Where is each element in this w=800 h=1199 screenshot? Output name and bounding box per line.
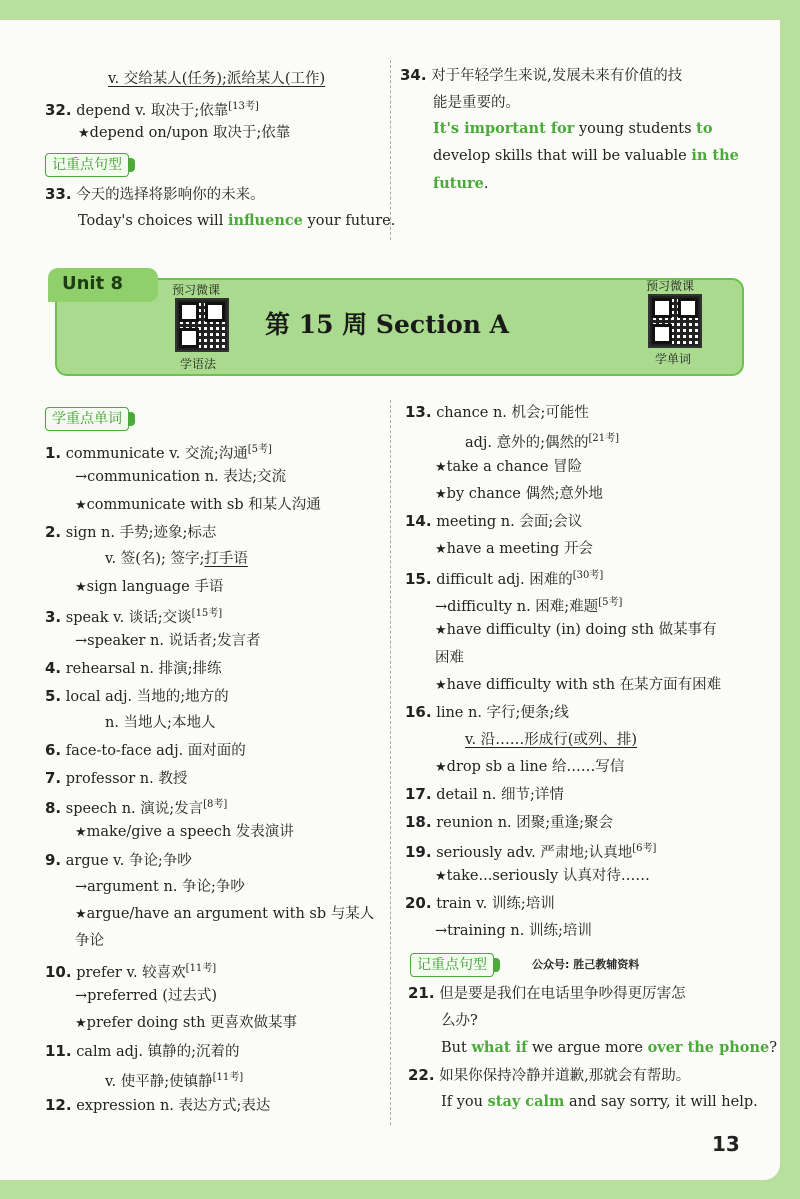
- sub-entry: [75, 632, 260, 650]
- exam-count: [30考]: [572, 569, 604, 581]
- watermark-text: 公众号: 胜己教辅资料: [532, 958, 640, 971]
- highlight-phrase: It's important for: [433, 120, 575, 137]
- en-text: and say sorry, it will help.: [564, 1094, 758, 1110]
- phrase-entry: [75, 496, 321, 515]
- entry-number: 16.: [405, 703, 432, 722]
- entry-zh: 但是要是我们在电话里争吵得更厉害怎: [439, 986, 686, 1002]
- highlight-phrase: over the phone: [647, 1039, 770, 1056]
- entry-zh: 如果你保持冷静并道歉,那就会有帮助。: [439, 1068, 691, 1084]
- entry-34-en1: [433, 120, 713, 138]
- section-tag-words: 学重点单词: [45, 407, 129, 431]
- phrase-entry: [75, 578, 223, 597]
- sub-entry: [75, 468, 286, 486]
- star-icon: ★: [75, 907, 87, 923]
- phrase-entry: [435, 458, 582, 477]
- entry-34-zh2: 能是重要的。: [433, 95, 520, 111]
- page-number: 13: [712, 1132, 740, 1156]
- phrase-text: have difficulty with sth 在某方面有困难: [446, 677, 722, 693]
- entry-21: [408, 984, 686, 1003]
- entry-text: speech n. 演说;发言: [65, 800, 204, 817]
- entry-zh: 今天的选择将影响你的未来。: [76, 187, 265, 203]
- highlight-word: influence: [227, 212, 303, 229]
- entry-number: 20.: [405, 894, 432, 913]
- sub-text: adj. 意外的;偶然的: [465, 435, 589, 452]
- star-icon: ★: [435, 623, 447, 639]
- entry-number: 22.: [408, 1066, 435, 1084]
- qr-right-caption-bottom: 学单词: [655, 352, 692, 366]
- word-entry: [405, 813, 613, 832]
- entry-number: 8.: [45, 798, 62, 817]
- entry-text: train v. 训练;培训: [436, 896, 555, 913]
- star-icon: ★: [435, 678, 447, 693]
- star-icon: ★: [75, 1016, 87, 1032]
- exam-count: [11考]: [212, 1071, 244, 1083]
- word-entry: [45, 687, 229, 706]
- en-text: your future.: [302, 213, 396, 229]
- entry-number: 19.: [405, 842, 432, 861]
- entry-number: 10.: [45, 962, 72, 981]
- phrase-text: prefer doing sth 更喜欢做某事: [86, 1015, 298, 1032]
- entry-number: 15.: [405, 569, 432, 588]
- word-entry: [45, 1096, 270, 1115]
- sub-entry: [435, 922, 592, 940]
- word-entry: [45, 769, 187, 788]
- entry-text: depend v. 取决于;依靠: [76, 102, 229, 119]
- entry-text: line n. 字行;便条;线: [436, 705, 569, 722]
- phrase-text: sign language 手语: [86, 578, 224, 595]
- sub-text: →speaker n. 说话者;发言者: [75, 633, 261, 650]
- entry-22: [408, 1066, 690, 1085]
- sub-text: 争论: [75, 933, 104, 950]
- sub-entry: [75, 878, 245, 896]
- entry-21-zh2: 么办?: [441, 1013, 478, 1029]
- word-entry: [45, 851, 192, 870]
- week-title: 第 15 周 Section A: [265, 310, 510, 339]
- phrase-entry: [75, 1014, 297, 1033]
- entry-text: reunion n. 团聚;重逢;聚会: [436, 814, 614, 831]
- sub-entry: [75, 987, 217, 1005]
- entry-22-en: [441, 1093, 758, 1111]
- en-text: develop skills that will be valuable: [433, 148, 692, 164]
- word-entry: [405, 703, 569, 722]
- entry-number: 11.: [45, 1041, 72, 1060]
- word-entry: [45, 659, 222, 678]
- entry-number: 2.: [45, 522, 62, 541]
- word-entry: [45, 1042, 239, 1061]
- phrase-text: take...seriously 认真对待……: [446, 868, 650, 885]
- highlight-phrase: in the: [691, 147, 739, 164]
- phrase-text: by chance 偶然;意外地: [446, 485, 603, 502]
- star-icon: ★: [435, 459, 447, 475]
- sub-text: v. 签(名); 签字;: [105, 551, 205, 568]
- star-icon: ★: [75, 497, 87, 513]
- word-entry: [45, 960, 216, 982]
- entry-21-en: [441, 1039, 777, 1057]
- entry-number: 6.: [45, 741, 62, 760]
- sub-text: →difficulty n. 困难;难题: [435, 598, 599, 615]
- highlight-phrase: stay calm: [487, 1093, 565, 1110]
- sub-entry: [105, 1069, 243, 1091]
- word-entry: [45, 741, 246, 760]
- phrase-entry: [435, 621, 717, 640]
- qr-left-caption-bottom: 学语法: [180, 357, 217, 371]
- phrase-entry: [435, 540, 593, 559]
- sub-text: →argument n. 争论;争吵: [75, 878, 245, 895]
- phrase-text: depend on/upon 取决于;依靠: [89, 125, 291, 141]
- sub-text: v. 使平静;使镇静: [105, 1073, 213, 1090]
- sub-text: n. 当地人;本地人: [105, 715, 216, 731]
- sub-entry: [105, 550, 248, 568]
- word-entry: [45, 523, 216, 542]
- entry-number: 21.: [408, 984, 435, 1002]
- phrase-text: make/give a speech 发表演讲: [86, 824, 294, 841]
- en-text: we argue more: [527, 1040, 648, 1056]
- underlined-sense: 打手语: [204, 551, 248, 568]
- star-icon: ★: [75, 579, 87, 595]
- entry-34-en2: [433, 147, 739, 165]
- exam-count: [21考]: [588, 433, 620, 445]
- entry-text: argue v. 争论;争吵: [65, 852, 192, 869]
- sub-entry: [105, 714, 215, 732]
- phrase-entry: [435, 758, 624, 777]
- entry-text: sign n. 手势;迹象;标志: [65, 524, 217, 541]
- column-divider: [390, 400, 391, 1125]
- qr-code-words-icon[interactable]: [648, 294, 702, 348]
- phrase-entry: [435, 676, 721, 695]
- unit-label: Unit 8: [48, 268, 158, 302]
- phrase-entry: [435, 867, 650, 886]
- entry-text: expression n. 表达方式;表达: [76, 1098, 271, 1115]
- entry-number: 33.: [45, 185, 72, 203]
- word-entry: [45, 441, 272, 463]
- highlight-phrase: what if: [471, 1039, 528, 1056]
- column-divider: [390, 60, 391, 240]
- entry-text: prefer v. 较喜欢: [76, 964, 186, 981]
- entry-32: [45, 98, 259, 120]
- entry-text: rehearsal n. 排演;排练: [65, 661, 222, 678]
- en-text: But: [441, 1040, 472, 1056]
- entry-text: chance n. 机会;可能性: [436, 405, 589, 421]
- entry-number: 34.: [400, 66, 427, 84]
- qr-code-grammar-icon[interactable]: [175, 298, 229, 352]
- entry-text: face-to-face adj. 面对面的: [65, 743, 246, 760]
- highlight-word: to: [696, 120, 713, 137]
- entry-text: speak v. 谈话;交谈: [65, 609, 192, 626]
- entry-number: 5.: [45, 686, 62, 705]
- exam-count: [11考]: [185, 962, 217, 974]
- entry-text: difficult adj. 困难的: [436, 571, 573, 588]
- entry-text: meeting n. 会面;会议: [436, 514, 583, 531]
- entry-text: detail n. 细节;详情: [436, 787, 564, 804]
- word-entry: [405, 512, 582, 531]
- word-entry: [405, 785, 564, 804]
- entry-number: 12.: [45, 1096, 72, 1115]
- entry-number: 3.: [45, 607, 62, 626]
- en-text: ?: [769, 1040, 777, 1056]
- sub-text: →preferred (过去式): [75, 988, 218, 1004]
- sub-entry: [75, 932, 104, 950]
- entry-text: communicate v. 交流;沟通: [65, 445, 248, 462]
- star-icon: ★: [435, 869, 447, 885]
- entry-number: 4.: [45, 659, 62, 678]
- phrase-text: have difficulty (in) doing sth 做某事有: [446, 622, 717, 639]
- word-entry: [45, 796, 227, 818]
- sub-text: →communication n. 表达;交流: [75, 469, 287, 486]
- entry-number: 7.: [45, 768, 62, 787]
- section-tag-sentences: 记重点句型: [45, 153, 129, 177]
- qr-right-caption-top: 预习微课: [646, 279, 695, 293]
- phrase-entry: [75, 905, 374, 924]
- word-entry: [405, 894, 555, 913]
- phrase-entry: [75, 823, 294, 842]
- exam-count: [15考]: [191, 607, 223, 619]
- entry-34-en3: [433, 175, 489, 193]
- entry-34: [400, 66, 682, 85]
- entry-33: [45, 185, 265, 204]
- entry-33-en: [78, 212, 395, 230]
- en-text: .: [483, 176, 489, 192]
- word-entry: [405, 567, 603, 589]
- en-text: young students: [574, 121, 697, 137]
- star-icon: ★: [435, 486, 447, 502]
- exam-count: [5考]: [247, 444, 272, 455]
- exam-count: [13考]: [228, 101, 259, 112]
- en-text: Today's choices will: [78, 213, 228, 229]
- sub-entry: [465, 731, 637, 749]
- sub-entry: [465, 430, 619, 452]
- en-text: If you: [441, 1094, 488, 1110]
- section-tag-sentences-2: 记重点句型: [410, 953, 494, 977]
- star-icon: ★: [435, 541, 447, 557]
- highlight-word: future: [433, 175, 484, 192]
- phrase-text: drop sb a line 给……写信: [446, 758, 625, 775]
- word-entry: [405, 840, 656, 862]
- exam-count: [6考]: [632, 842, 657, 854]
- entry-number: 13.: [405, 403, 432, 421]
- phrase-text: argue/have an argument with sb 与某人: [86, 906, 375, 923]
- phrase-text: take a chance 冒险: [446, 458, 583, 475]
- star-icon: ★: [75, 825, 87, 841]
- entry-text: professor n. 教授: [65, 770, 188, 787]
- qr-left-caption-top: 预习微课: [172, 283, 221, 297]
- underlined-sense: v. 沿……形成行(或列、排): [465, 731, 638, 748]
- entry-number: 17.: [405, 785, 432, 804]
- entry-text: local adj. 当地的;地方的: [65, 688, 229, 705]
- entry-number: 9.: [45, 850, 62, 869]
- entry-text: seriously adv. 严肃地;认真地: [436, 844, 633, 861]
- entry-text: calm adj. 镇静的;沉着的: [76, 1043, 240, 1060]
- phrase-text: communicate with sb 和某人沟通: [86, 496, 321, 513]
- entry-number: 32.: [45, 100, 72, 119]
- star-icon: ★: [78, 126, 90, 141]
- phrase-entry: [435, 485, 603, 504]
- exam-count: [5考]: [598, 597, 623, 609]
- word-entry: [45, 605, 222, 627]
- sub-entry: [435, 594, 622, 616]
- entry-number: 18.: [405, 812, 432, 831]
- phrase-text: have a meeting 开会: [446, 540, 593, 557]
- entry-32-phrase: [78, 124, 290, 143]
- entry-number: 14.: [405, 512, 432, 531]
- star-icon: ★: [435, 759, 447, 775]
- sub-text: →training n. 训练;培训: [435, 922, 592, 939]
- word-entry: [405, 403, 589, 422]
- entry-zh: 对于年轻学生来说,发展未来有价值的技: [431, 68, 683, 84]
- entry-number: 1.: [45, 443, 62, 462]
- sub-text: 困难: [435, 649, 464, 666]
- assign-sense: v. 交给某人(任务);派给某人(工作): [108, 71, 326, 87]
- exam-count: [8考]: [203, 798, 228, 810]
- sub-entry: [435, 649, 464, 667]
